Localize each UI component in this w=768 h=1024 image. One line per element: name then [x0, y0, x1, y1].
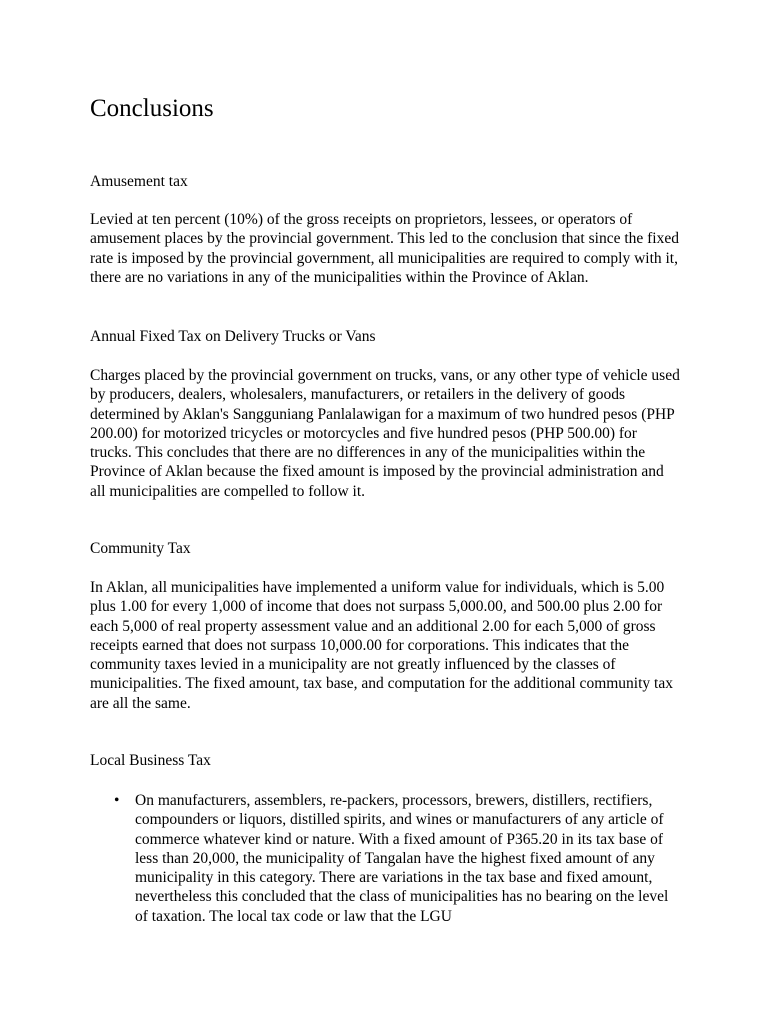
list-item-text: On manufacturers, assemblers, re-packers, processors, brewers, distillers, rectifiers, compounders or liquors, distilled spirits, and wines or manufacturers of any article of commerce whatever kind or nature. With a fixed amount of P365.20 in its tax base of less than 20,000, the municipality of Tangalan have the highest fixed amount of any municipality in this category. There are variations in the tax base and fixed amount, nevertheless this concluded that the class of municipalities has no bearing on the level of taxation. The local tax code or law that the LGU: [135, 792, 669, 925]
page-title: Conclusions: [90, 95, 214, 122]
section-body-delivery-trucks: Charges placed by the provincial government on trucks, vans, or any other type of vehicle used by producers, dealers, wholesalers, manufacturers, or retailers in the delivery of goods determined by Aklan's Sangguniang Panlalawigan for a maximum of two hundred pesos (PHP 200.00) for motorized tricycles or motorcycles and five hundred pesos (PHP 500.00) for trucks. This concludes that there are no differences in any of the municipalities within the Province of Aklan because the fixed amount is imposed by the provincial administration and all municipalities are compelled to follow it.: [90, 367, 680, 500]
bullet-icon: •: [114, 792, 120, 809]
section-heading-community-tax: Community Tax: [90, 540, 191, 557]
section-heading-local-business-tax: Local Business Tax: [90, 752, 211, 769]
section-heading-amusement-tax: Amusement tax: [90, 173, 188, 190]
section-heading-delivery-trucks: Annual Fixed Tax on Delivery Trucks or Vans: [90, 328, 376, 345]
section-body-community-tax: In Aklan, all municipalities have implemented a uniform value for individuals, which is 5.00 plus 1.00 for every 1,000 of income that does not surpass 5,000.00, and 500.00 plus 2.00 for each 5,000 of real property assessment value and an additional 2.00 for each 5,000 of gross receipts earned that does not surpass 10,000.00 for corporations. This indicates that the community taxes levied in a municipality are not greatly influenced by the classes of municipalities. The fixed amount, tax base, and computation for the additional community tax are all the same.: [90, 579, 673, 712]
section-body-amusement-tax: Levied at ten percent (10%) of the gross receipts on proprietors, lessees, or operators of amusement places by the provincial government. This led to the conclusion that since the fixed rate is imposed by the provincial government, all municipalities are required to comply with it, there are no variations in any of the municipalities within the Province of Aklan.: [90, 211, 679, 286]
list-item: [90, 791, 680, 926]
local-business-tax-list: [90, 791, 680, 926]
